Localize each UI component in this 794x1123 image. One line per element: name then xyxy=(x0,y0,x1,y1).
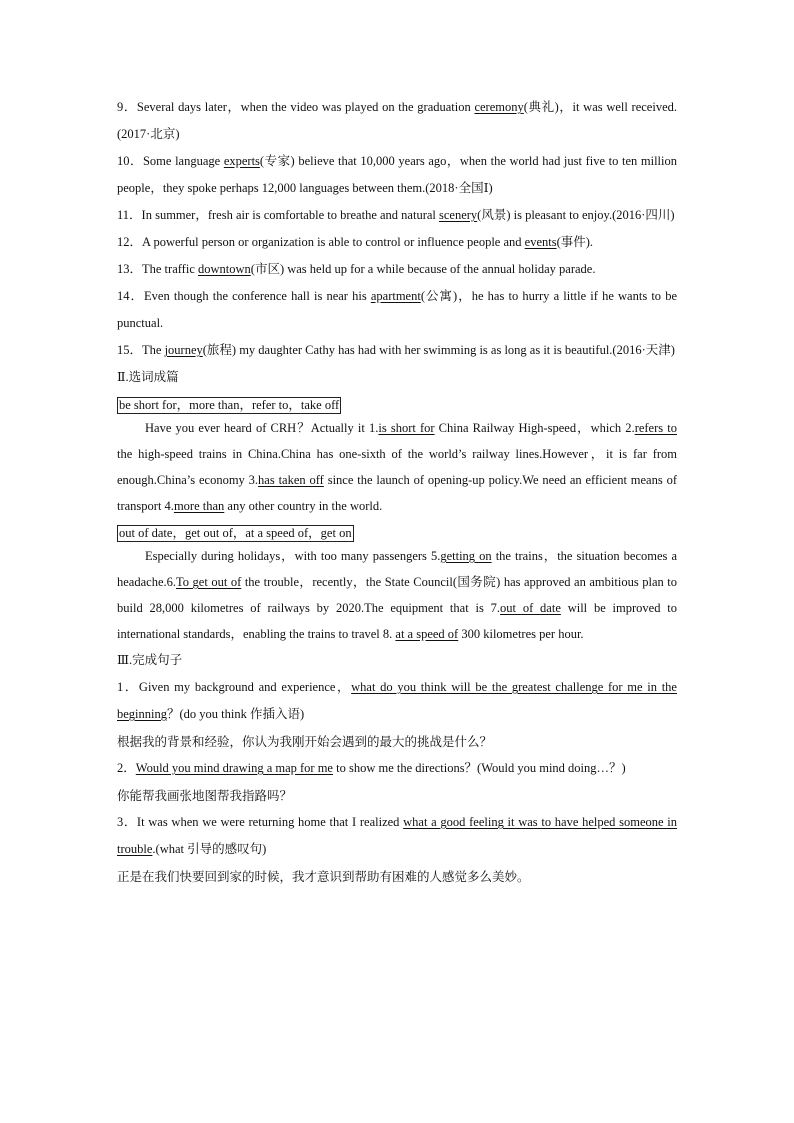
passage-section xyxy=(117,364,677,647)
section-heading: Ⅲ.完成句子 xyxy=(117,653,183,667)
vocab-item-11: 11．In summer，fresh air is comfortable to breathe and natural scenery(风景) is pleasant to enjoy.(2016·四川) xyxy=(117,208,675,222)
vocab-item-12: 12．A powerful person or organization is able to control or influence people and events(事件). xyxy=(117,235,594,249)
sentence-item-3: 3．It was when we were returning home that I realized what a good feeling it was to have helped someone in trouble.(what 引导的感叹句) xyxy=(117,815,677,856)
sentence-translation-1: 根据我的背景和经验，你认为我刚开始会遇到的最大的挑战是什么？ xyxy=(117,734,493,749)
answer: events xyxy=(524,235,557,249)
exercise-content xyxy=(117,94,677,890)
answer: experts xyxy=(223,154,260,168)
answer: ceremony xyxy=(474,100,524,114)
answer: scenery xyxy=(439,208,478,222)
answer: journey xyxy=(164,343,203,357)
vocab-item-13: 13．The traffic downtown(市区) was held up for a while because of the annual holiday parade. xyxy=(117,262,596,276)
answer: To get out of xyxy=(176,575,242,589)
section-heading: Ⅱ.选词成篇 xyxy=(117,370,179,384)
vocab-section xyxy=(117,94,677,364)
answer: apartment xyxy=(370,289,421,303)
answer: has taken off xyxy=(258,473,324,487)
sentence-item-1: 1．Given my background and experience，what do you think will be the greatest challenge for me in the beginning？(do you think 作插入语) xyxy=(117,680,677,721)
vocab-item-14: 14．Even though the conference hall is near his apartment(公寓)，he has to hurry a little if he wants to be punctual. xyxy=(117,289,677,330)
sentence-translation-3: 正是在我们快要回到家的时候，我才意识到帮助有困难的人感觉多么美妙。 xyxy=(117,869,530,884)
vocab-item-10: 10．Some language experts(专家) believe that 10,000 years ago，when the world had just five to ten million people，they spoke perhaps 12,000 languages between them.(2018·全国Ⅰ) xyxy=(117,154,677,195)
answer: what a good feeling it was to have helped someone in trouble xyxy=(117,815,677,856)
answer: refers to xyxy=(634,421,677,435)
word-box-1: be short for，more than，refer to，take off xyxy=(119,398,340,412)
sentence-section xyxy=(117,647,677,890)
sentence-translation-2: 你能帮我画张地图帮我指路吗？ xyxy=(117,788,293,803)
answer: out of date xyxy=(500,601,561,615)
sentence-item-2: 2．Would you mind drawing a map for me to show me the directions？(Would you mind doing…？) xyxy=(117,761,626,775)
answer: getting on xyxy=(440,549,492,563)
answer: what do you think will be the greatest challenge for me in the beginning xyxy=(117,680,677,721)
answer: downtown xyxy=(198,262,251,276)
passage-paragraph-1: Have you ever heard of CRH？Actually it 1.is short for China Railway High-speed，which 2.refers to the high-speed trains in China.China has one-sixth of the world’s railway lines.However，it is far from enough.China’s economy 3.has taken off since the launch of opening-up policy.We need an efficient means of transport 4.more than any other country in the world. xyxy=(117,421,677,513)
word-box-2: out of date，get out of，at a speed of，get on xyxy=(119,526,352,540)
answer: Would you mind drawing a map for me xyxy=(135,761,333,775)
passage-paragraph-2: Especially during holidays，with too many passengers 5.getting on the trains，the situation becomes a headache.6.To get out of the trouble，recently，the State Council(国务院) has approved an ambitious plan to build 28,000 kilometres of railways by 2020.The equipment that is 7.out of date will be improved to international standards，enabling the trains to travel 8. at a speed of 300 kilometres per hour. xyxy=(117,549,678,641)
answer: more than xyxy=(173,499,225,513)
vocab-item-15: 15．The journey(旅程) my daughter Cathy has had with her swimming is as long as it is beautiful.(2016·天津) xyxy=(117,343,675,357)
answer: is short for xyxy=(378,421,435,435)
vocab-item-9: 9．Several days later，when the video was played on the graduation ceremony(典礼)，it was well received.(2017·北京) xyxy=(117,100,678,141)
answer: at a speed of xyxy=(395,627,459,641)
